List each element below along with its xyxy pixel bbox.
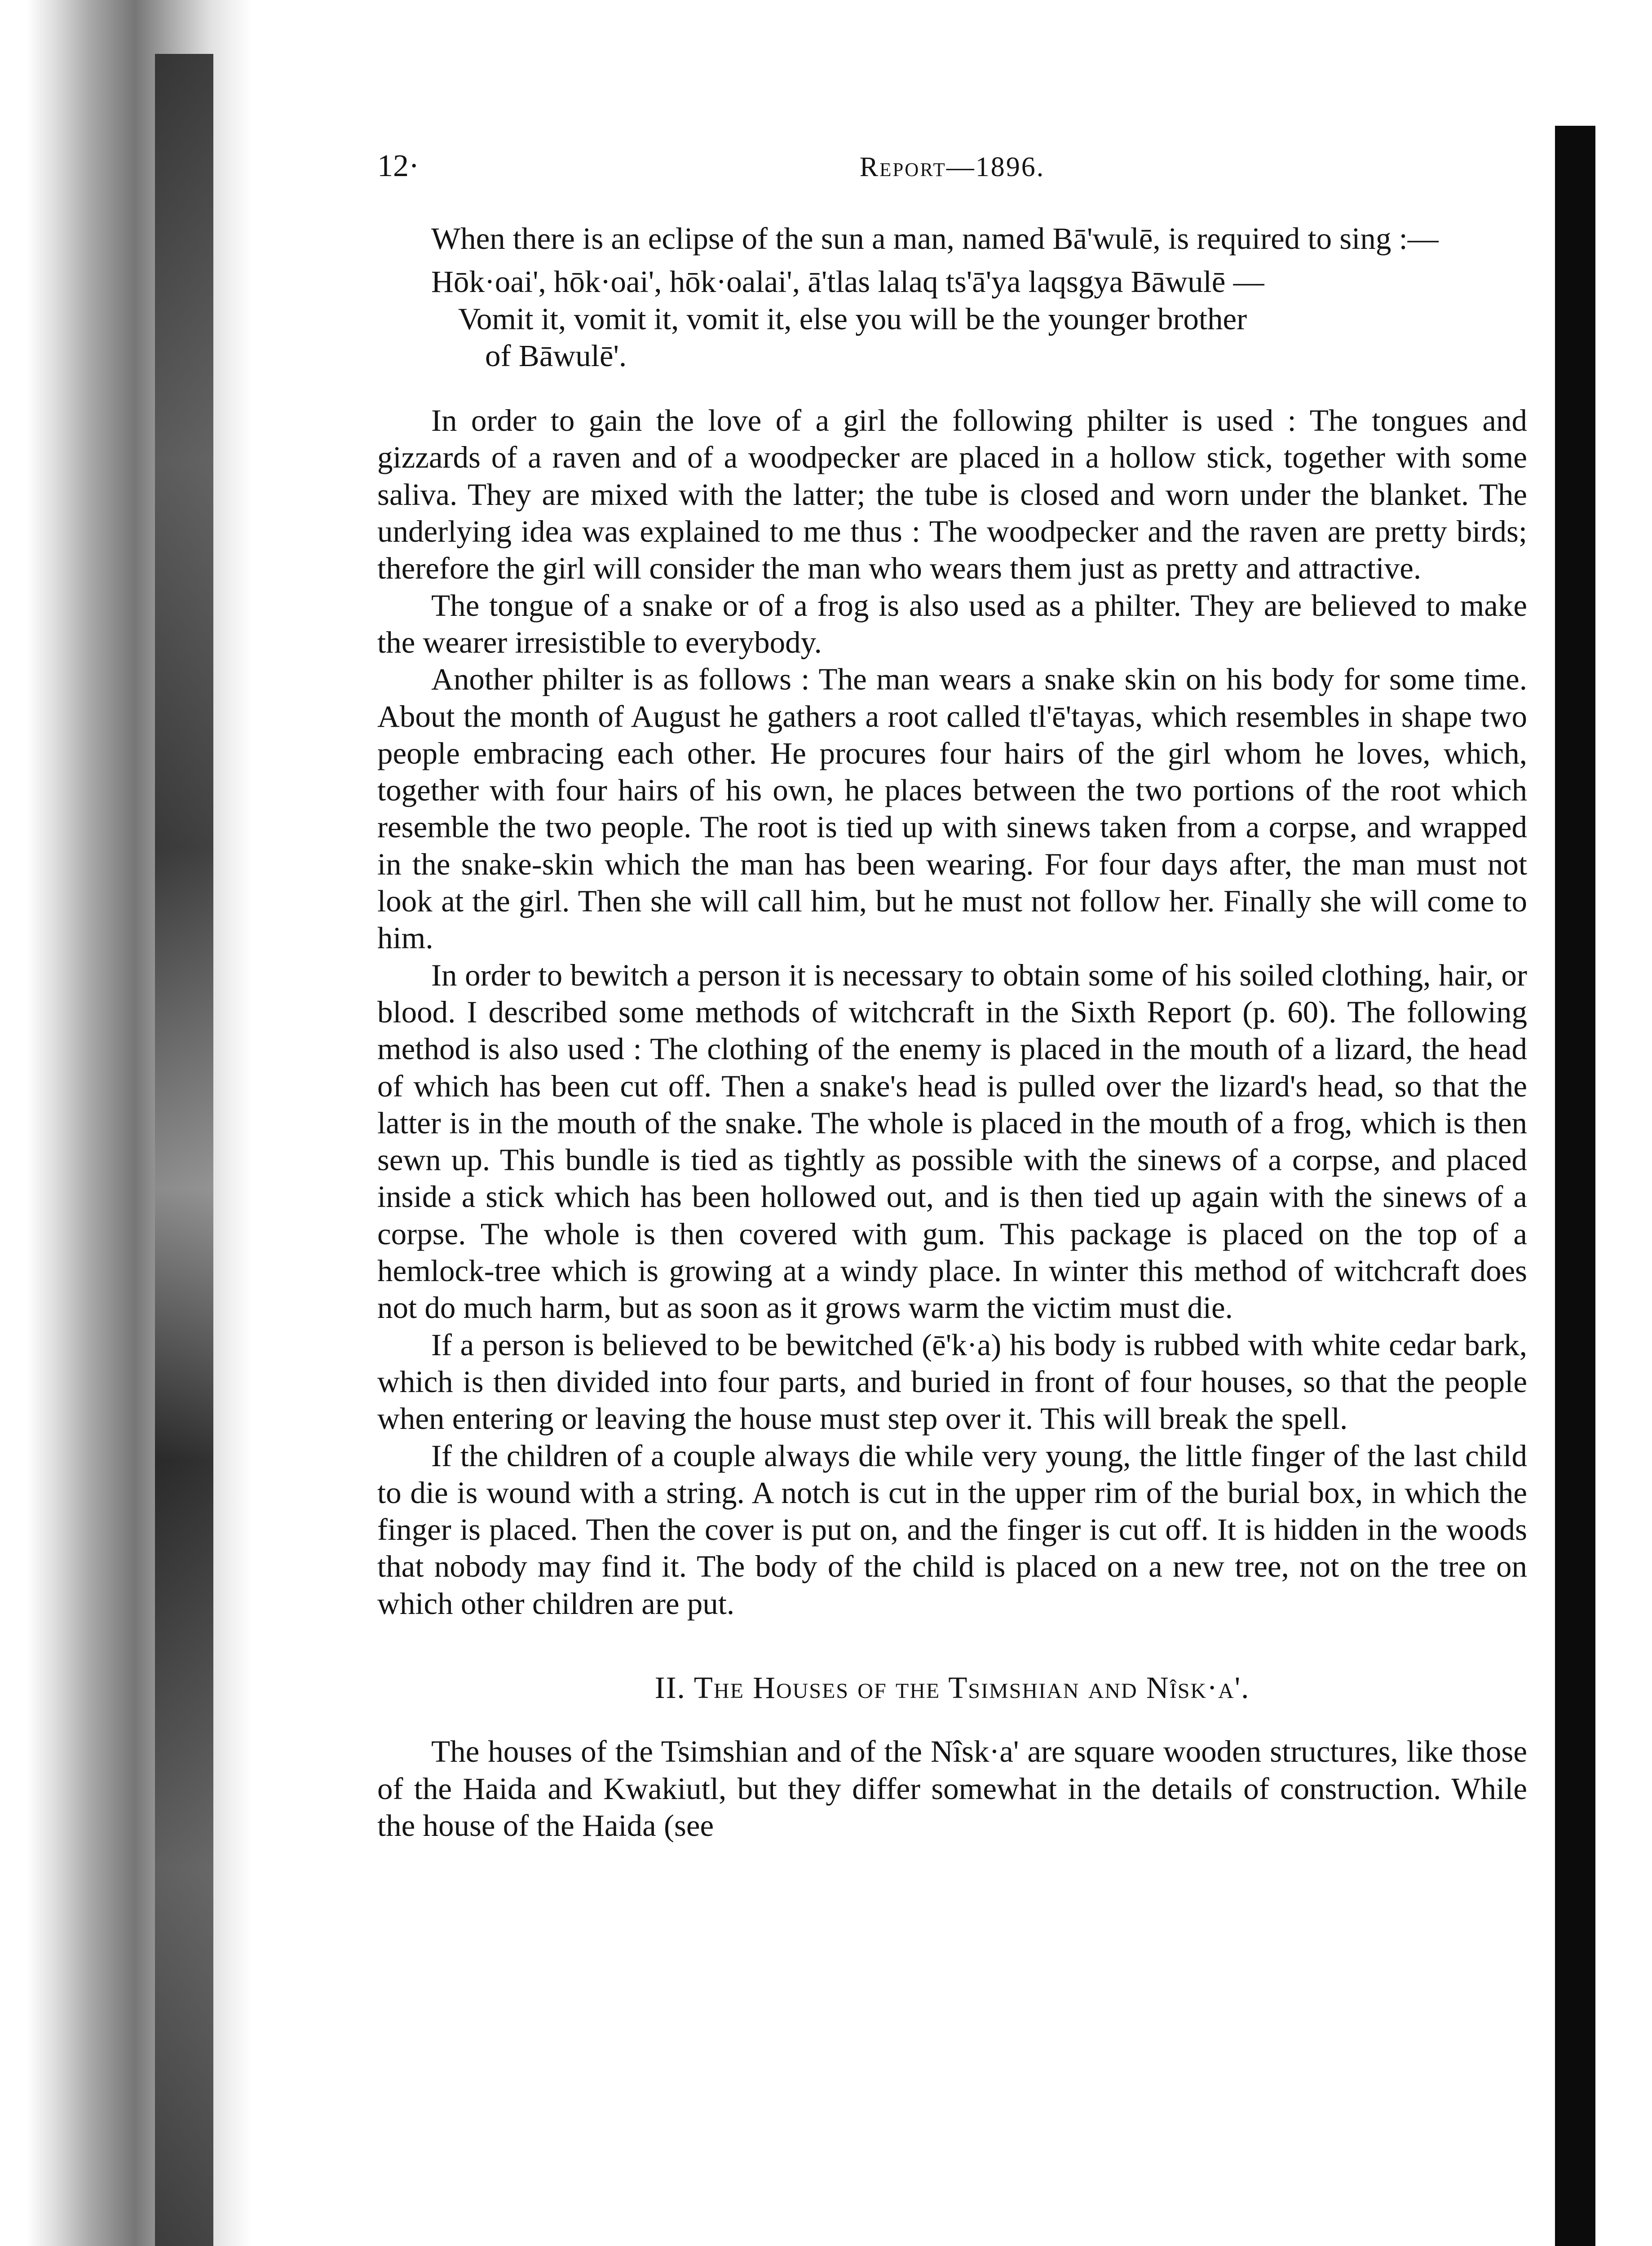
running-head [377,148,1527,184]
verse-line: Vomit it, vomit it, vomit it, else you will be the younger brother [458,301,1247,336]
song-verse [431,263,1527,374]
paragraph-bewitch: In order to bewitch a person it is necessary to obtain some of his soiled clothing, hair, or blood. I described some methods of witchcraft in the Sixth Report (p. 60). The following method is also used : The clothing of the enemy is placed in the mouth of a lizard, the head of which has been cut off. Then a snake's head is pulled over the lizard's head, so that the latter is in the mouth of the snake. The whole is placed in the mouth of a frog, which is then sewn up. This bundle is tied as tightly as possible with the sinews of a corpse, and placed inside a stick which has been hollowed out, and is then tied up again with the sinews of a corpse. The whole is then covered with gum. This package is placed on the top of a hemlock-tree which is growing at a windy place. In winter this method of witchcraft does not do much harm, but as soon as it grows warm the victim must die. [377,958,1527,1325]
paragraph-snake-tongue: The tongue of a snake or of a frog is also used as a philter. They are believed to make the wearer irresistible to everybody. [377,588,1527,659]
paragraph-philter: In order to gain the love of a girl the following philter is used : The tongues and gizzards of a raven and of a woodpecker are placed in a hollow stick, together with some saliva. They are mixed with the latter; the tube is closed and worn under the blanket. The underlying idea was explained to me thus : The woodpecker and the raven are pretty birds; therefore the girl will consider the man who wears them just as pretty and attractive. [377,403,1527,586]
verse-line: of Bāwulē'. [485,338,627,373]
page-number: 12· [377,149,420,183]
scan-binding-edge [155,54,213,2246]
paragraph-eclipse: When there is an eclipse of the sun a man, named Bā'wulē, is required to sing :— [431,221,1439,256]
page-header [377,148,1527,198]
section-heading: II. The Houses of the Tsimshian and Nîsk·a'. [654,1670,1250,1705]
scan-shadow-left [0,0,252,2246]
paragraph-children: If the children of a couple always die while very young, the little finger of the last child to die is wound with a string. A notch is cut in the upper rim of the burial box, in which the finger is placed. Then the cover is put on, and the finger is cut off. It is hidden in the woods that nobody may find it. The body of the child is placed on a new tree, not on the tree on which other children are put. [377,1438,1527,1621]
page-body [377,220,1527,1844]
paragraph-another-philter: Another philter is as follows : The man wears a snake skin on his body for some time. About the month of August he gathers a root called tl'ē'tayas, which resembles in shape two people embracing each other. He procures four hairs of the girl whom he loves, which, together with four hairs of his own, he places between the two portions of the root which resemble the two people. The root is tied up with sinews taken from a corpse, and wrapped in the snake-skin which the man has been wearing. For four days after, the man must not look at the girl. Then she will call him, but he must not follow her. Finally she will come to him. [377,662,1527,955]
verse-line: Hōk·oai', hōk·oai', hōk·oalai', ā'tlas lalaq ts'ā'ya laqsgya Bāwulē — [431,265,1264,299]
paragraph-bewitched-cure: If a person is believed to be bewitched (ē'k·a) his body is rubbed with white cedar bark, which is then divided into four parts, and buried in front of four houses, so that the people when entering or leaving the house must step over it. This will break the spell. [377,1327,1527,1436]
running-head-text: Report—1896. [859,152,1045,182]
paragraph-houses: The houses of the Tsimshian and of the Nîsk·a' are square wooden structures, like those of the Haida and Kwakiutl, but they differ somewhat in the details of construction. While the house of the Haida (see [377,1734,1527,1843]
scan-dark-edge-right [1555,126,1595,2246]
